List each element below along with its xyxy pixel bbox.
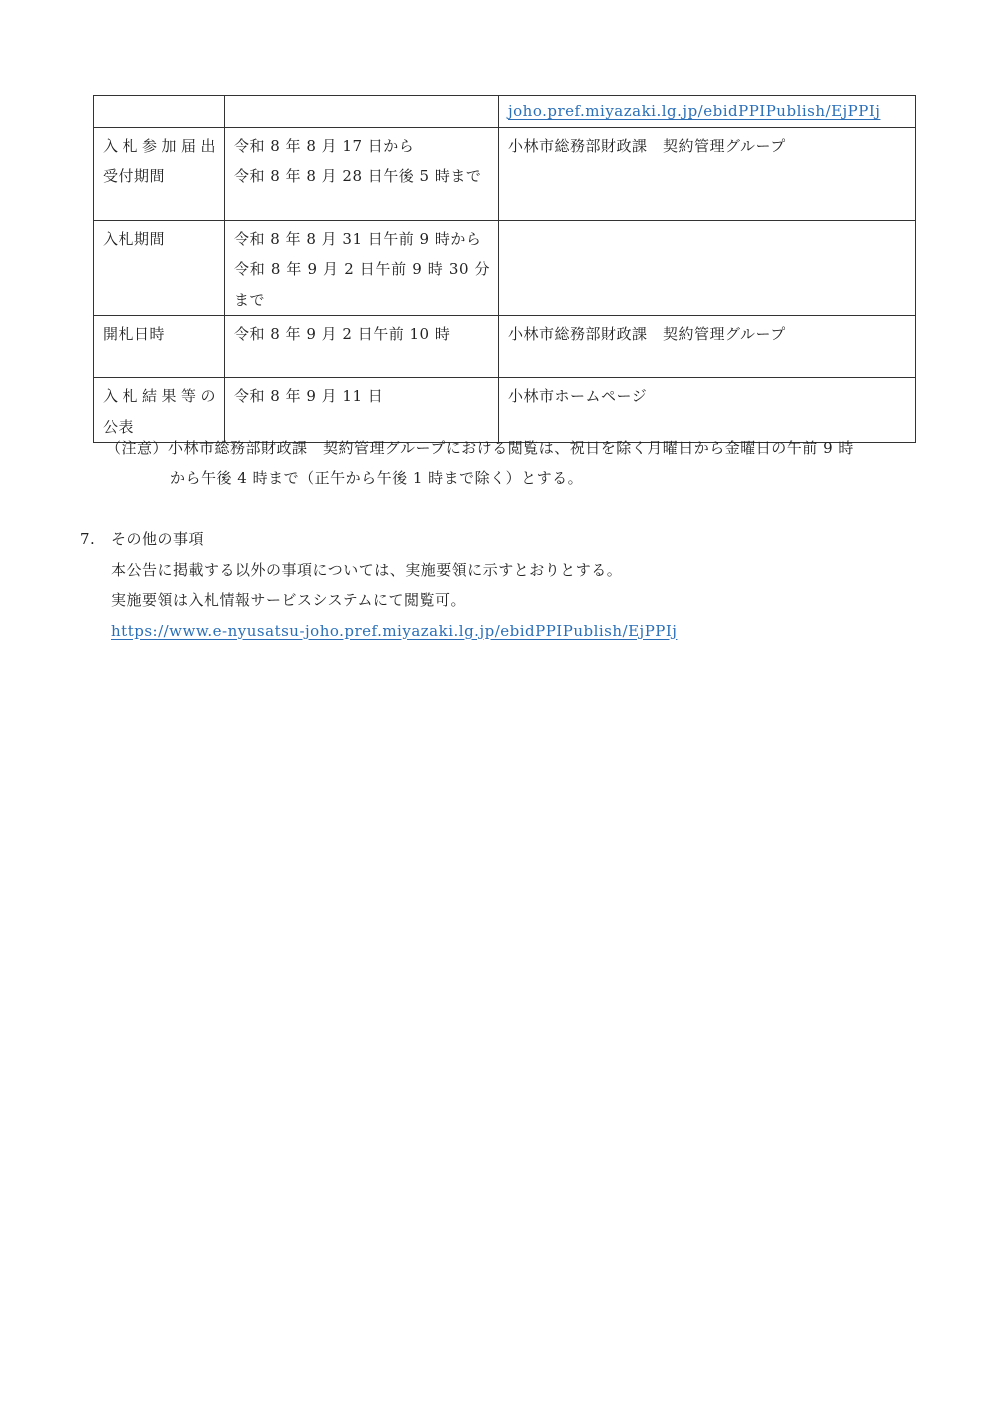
bid-info-link[interactable]: joho.pref.miyazaki.lg.jp/ebidPPIPublish/EjPPIj: [508, 102, 881, 120]
datetime-line: 令和 8 年 8 月 31 日午前 9 時から: [234, 229, 482, 248]
table-row: [94, 316, 916, 378]
datetime-line: 令和 8 年 8 月 28 日午後 5 時まで: [234, 167, 482, 185]
place-line: 小林市ホームページ: [508, 387, 648, 405]
section-paragraph: 本公告に掲載する以外の事項については、実施要領に示すとおりとする。: [111, 560, 623, 579]
datetime-line: 令和 8 年 9 月 2 日午前 9 時 30 分: [234, 260, 490, 278]
section-paragraph: 実施要領は入札情報サービスシステムにて閲覧可。: [111, 591, 467, 609]
datetime-line: 令和 8 年 9 月 11 日: [234, 387, 384, 405]
table-cell-label: [94, 316, 225, 378]
table-cell-place: [499, 316, 916, 378]
table-cell-datetime: [225, 220, 499, 316]
section-body: [80, 555, 920, 647]
table-cell-datetime: [225, 96, 499, 128]
table-cell-place: [499, 220, 916, 316]
place-line: 小林市総務部財政課 契約管理グループ: [508, 325, 786, 343]
table-row: [94, 96, 916, 128]
section-heading: [80, 524, 920, 555]
section-title: その他の事項: [111, 530, 205, 548]
note-line: （注意）小林市総務部財政課 契約管理グループにおける閲覧は、祝日を除く月曜日から金曜日の午前 9 時: [106, 439, 854, 457]
table-row: [94, 220, 916, 316]
datetime-line: 令和 8 年 8 月 17 日から: [234, 136, 415, 155]
table-cell-datetime: [225, 127, 499, 220]
row-label-line: 公表: [103, 417, 135, 436]
section-number: 7.: [80, 530, 96, 548]
table-cell-label: [94, 96, 225, 128]
table-cell-place: [499, 127, 916, 220]
table-cell-datetime: [225, 316, 499, 378]
row-label-line: 入札参加届出: [103, 136, 216, 155]
table-cell-place: [499, 96, 916, 128]
row-label-line: 入札結果等の: [103, 387, 216, 405]
datetime-line: まで: [234, 290, 266, 309]
row-label-line: 受付期間: [103, 167, 166, 185]
table-cell-label: [94, 127, 225, 220]
table-cell-label: [94, 220, 225, 316]
section-other-matters: [80, 524, 920, 646]
place-line: 小林市総務部財政課 契約管理グループ: [508, 136, 786, 155]
viewing-note: [106, 433, 916, 493]
note-line: から午後 4 時まで（正午から午後 1 時まで除く）とする。: [170, 469, 584, 487]
datetime-line: 令和 8 年 9 月 2 日午前 10 時: [234, 325, 451, 343]
row-label-line: 入札期間: [103, 229, 166, 248]
table-row: [94, 127, 916, 220]
bid-info-service-link[interactable]: https://www.e-nyusatsu-joho.pref.miyazaki.lg.jp/ebidPPIPublish/EjPPIj: [111, 621, 678, 640]
schedule-table: [93, 95, 916, 443]
row-label-line: 開札日時: [103, 325, 166, 343]
